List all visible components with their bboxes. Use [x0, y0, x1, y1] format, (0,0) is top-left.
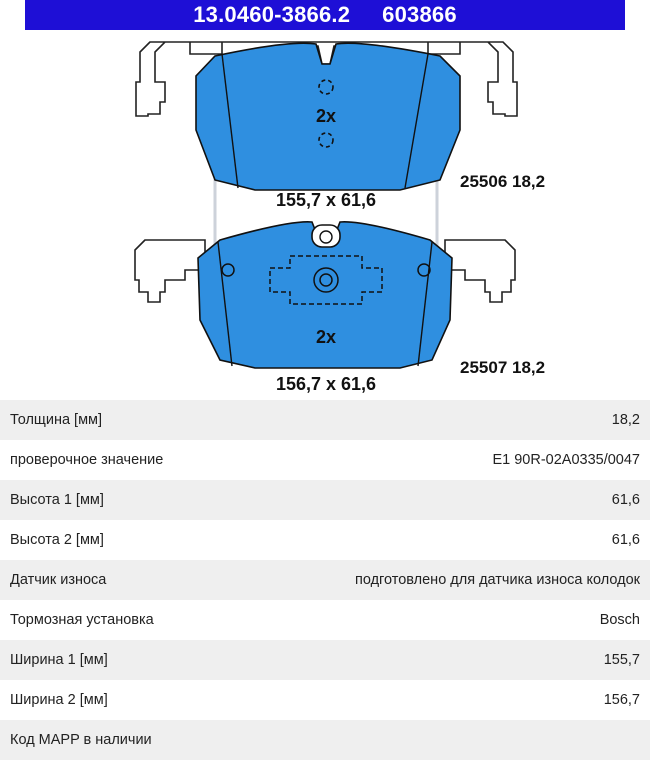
backing-plate-bottom-right: [445, 240, 515, 302]
spec-row: [0, 680, 650, 720]
spec-label: проверочное значение: [10, 452, 164, 468]
part-number: 13.0460-3866.2: [193, 2, 351, 27]
brake-pad-drawing: [0, 30, 650, 400]
spec-row: [0, 560, 650, 600]
spec-value: 61,6: [611, 492, 640, 508]
spec-value: 18,2: [611, 412, 640, 428]
pad-top-dimensions: 155,7 x 61,6: [275, 190, 377, 210]
spec-table: [0, 400, 650, 760]
spec-label: Ширина 2 [мм]: [10, 692, 108, 708]
spec-value: 155,7: [603, 652, 640, 668]
spec-row: [0, 400, 650, 440]
pad-bottom-code: 25507 18,2: [460, 358, 546, 377]
short-number: 603866: [382, 2, 457, 27]
spec-label: Высота 2 [мм]: [10, 532, 104, 548]
spec-row: [0, 640, 650, 680]
spec-label: Код MAPP в наличии: [10, 732, 152, 748]
spec-label: Высота 1 [мм]: [10, 492, 104, 508]
brake-pad-top: [136, 42, 545, 210]
spec-label: Тормозная установка: [10, 612, 154, 628]
spec-label: Датчик износа: [10, 572, 107, 588]
spec-row: [0, 480, 650, 520]
spec-row: [0, 520, 650, 560]
pad-bottom-multiplier: 2x: [315, 327, 337, 347]
pad-top-multiplier: 2x: [315, 106, 337, 126]
spec-value: подготовлено для датчика износа колодок: [354, 572, 640, 588]
spec-row: [0, 440, 650, 480]
spec-label: Ширина 1 [мм]: [10, 652, 108, 668]
part-number-header: [25, 0, 625, 30]
brake-pad-svg: [0, 30, 650, 400]
spec-value: 156,7: [603, 692, 640, 708]
spec-row: [0, 720, 650, 760]
spec-row: [0, 600, 650, 640]
backing-plate-bottom: [135, 240, 205, 302]
spec-value: E1 90R-02A0335/0047: [492, 452, 640, 468]
spec-value: 61,6: [611, 532, 640, 548]
brake-pad-bottom: [135, 222, 545, 394]
spec-value: Bosch: [599, 612, 640, 628]
pad-bottom-dimensions: 156,7 x 61,6: [275, 374, 377, 394]
pad-top-code: 25506 18,2: [460, 172, 546, 191]
spec-label: Толщина [мм]: [10, 412, 103, 428]
